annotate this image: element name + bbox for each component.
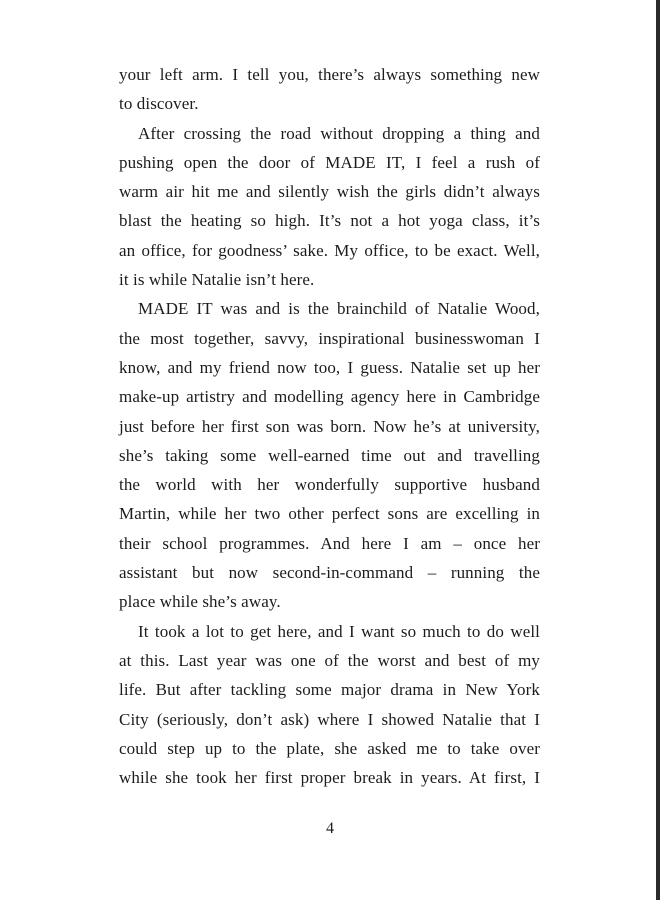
text-line-last: it is while Natalie isn’t here.	[119, 270, 315, 290]
text-line: make-up artistry and modelling agency here in Cambridge	[119, 387, 540, 407]
page-number: 4	[326, 820, 334, 837]
text-line: just before her first son was born. Now he’s at university,	[119, 416, 540, 436]
text-line: After crossing the road without dropping a thing and	[138, 123, 540, 143]
text-line: life. But after tackling some major drama in New York	[119, 680, 540, 700]
text-line: It took a lot to get here, and I want so much to do well	[138, 621, 540, 641]
paragraph-1	[119, 60, 540, 119]
book-page-text	[119, 60, 540, 792]
text-line: an office, for goodness’ sake. My office, to be exact. Well,	[119, 240, 540, 260]
text-line: the world with her wonderfully supportive husband	[119, 475, 540, 495]
text-line: blast the heating so high. It’s not a hot yoga class, it’s	[119, 211, 540, 231]
text-line: their school programmes. And here I am – once her	[119, 533, 540, 553]
text-line: at this. Last year was one of the worst and best of my	[119, 650, 540, 670]
text-line-last: place while she’s away.	[119, 592, 281, 612]
paragraph-2	[119, 119, 540, 295]
text-line: assistant but now second-in-command – running the	[119, 563, 540, 583]
text-line: MADE IT was and is the brainchild of Natalie Wood,	[138, 299, 540, 319]
text-line-last: to discover.	[119, 94, 199, 114]
paragraph-4	[119, 617, 540, 793]
text-line: warm air hit me and silently wish the girls didn’t always	[119, 182, 540, 202]
text-line: pushing open the door of MADE IT, I feel a rush of	[119, 152, 540, 172]
text-line: the most together, savvy, inspirational businesswoman I	[119, 328, 540, 348]
text-line: know, and my friend now too, I guess. Natalie set up her	[119, 357, 540, 377]
paragraph-3	[119, 294, 540, 616]
text-line: City (seriously, don’t ask) where I showed Natalie that I	[119, 709, 540, 729]
text-line: Martin, while her two other perfect sons are excelling in	[119, 504, 540, 524]
text-line: could step up to the plate, she asked me to take over	[119, 738, 540, 758]
text-line: she’s taking some well-earned time out and travelling	[119, 445, 540, 465]
text-line: while she took her first proper break in years. At first, I	[119, 768, 540, 788]
scan-edge	[656, 0, 660, 900]
text-line: your left arm. I tell you, there’s always something new	[119, 65, 540, 84]
